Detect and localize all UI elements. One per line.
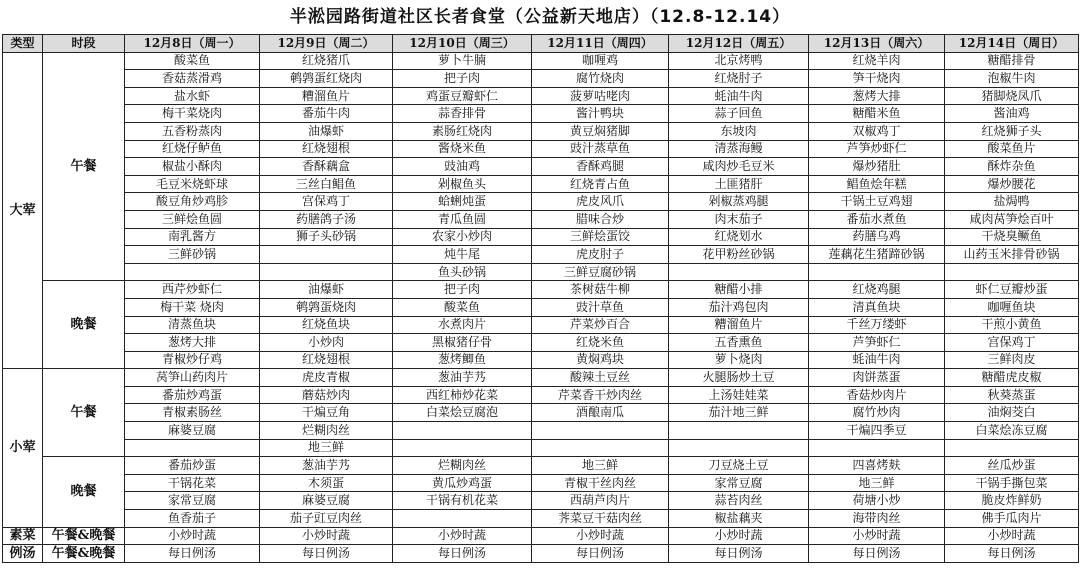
- dish-cell: 红烧翅根: [260, 351, 393, 369]
- dish-cell: 青椒素肠丝: [125, 404, 260, 422]
- dish-cell: [669, 439, 809, 457]
- dish-cell: 酱烧米鱼: [393, 140, 532, 158]
- dish-cell: 黄焖鸡块: [532, 351, 669, 369]
- dish-cell: 蚝油牛肉: [669, 87, 809, 105]
- dish-cell: 咸肉炒毛豆米: [669, 158, 809, 176]
- header-cell: 时段: [43, 35, 125, 53]
- dish-cell: 烂糊肉丝: [260, 422, 393, 440]
- dish-cell: 泡椒牛肉: [945, 70, 1079, 88]
- dish-cell: 海带肉丝: [809, 510, 945, 528]
- dish-cell: 剁椒鱼头: [393, 175, 532, 193]
- dish-cell: 糟溜鱼片: [260, 87, 393, 105]
- dish-cell: 山药玉米排骨砂锅: [945, 246, 1079, 264]
- dish-cell: 佛手瓜肉片: [945, 510, 1079, 528]
- table-row: [3, 228, 1079, 246]
- dish-cell: 红烧仔鲈鱼: [125, 140, 260, 158]
- period-cell: 晚餐: [43, 281, 125, 369]
- dish-cell: 虾仁豆瓣炒蛋: [945, 281, 1079, 299]
- category-cell: 大荤: [3, 52, 43, 369]
- dish-cell: 萝卜烧肉: [669, 351, 809, 369]
- table-row: [3, 316, 1079, 334]
- dish-cell: [260, 246, 393, 264]
- dish-cell: [393, 510, 532, 528]
- dish-cell: 红烧鱼块: [260, 316, 393, 334]
- dish-cell: 家常豆腐: [669, 474, 809, 492]
- dish-cell: [532, 439, 669, 457]
- table-row: [3, 210, 1079, 228]
- dish-cell: 蚝油牛肉: [809, 351, 945, 369]
- dish-cell: 白菜烩豆腐泡: [393, 404, 532, 422]
- dish-cell: 清真鱼块: [809, 298, 945, 316]
- period-cell: 午餐&晚餐: [43, 545, 125, 563]
- dish-cell: 鸡蛋豆瓣虾仁: [393, 87, 532, 105]
- dish-cell: 小炒时蔬: [532, 527, 669, 545]
- dish-cell: 小炒时蔬: [945, 527, 1079, 545]
- header-cell: 12月10日（周三）: [393, 35, 532, 53]
- dish-cell: 麻婆豆腐: [125, 422, 260, 440]
- dish-cell: 鹌鹑蛋红烧肉: [260, 70, 393, 88]
- table-row: [3, 87, 1079, 105]
- header-cell: 12月11日（周四）: [532, 35, 669, 53]
- dish-cell: 梅干菜 烧肉: [125, 298, 260, 316]
- table-row: [3, 334, 1079, 352]
- dish-cell: 火腿肠炒土豆: [669, 369, 809, 387]
- dish-cell: 清蒸海鳗: [669, 140, 809, 158]
- dish-cell: 小炒时蔬: [669, 527, 809, 545]
- dish-cell: 干锅手撕包菜: [945, 474, 1079, 492]
- dish-cell: 番茄炒蛋: [125, 457, 260, 475]
- table-row: [3, 70, 1079, 88]
- dish-cell: 小炒肉: [260, 334, 393, 352]
- dish-cell: 红烧翅根: [260, 140, 393, 158]
- dish-cell: 水煮肉片: [393, 316, 532, 334]
- table-row: [3, 193, 1079, 211]
- dish-cell: 麻婆豆腐: [260, 492, 393, 510]
- period-cell: 午餐: [43, 369, 125, 457]
- table-row: [3, 263, 1079, 281]
- dish-cell: 红烧肘子: [669, 70, 809, 88]
- dish-cell: 小炒时蔬: [125, 527, 260, 545]
- dish-cell: 毛豆米烧虾球: [125, 175, 260, 193]
- header-cell: 12月12日（周五）: [669, 35, 809, 53]
- dish-cell: 葱油芋艿: [393, 369, 532, 387]
- dish-cell: 菠萝咕咾肉: [532, 87, 669, 105]
- dish-cell: 油焖茭白: [945, 404, 1079, 422]
- dish-cell: 四喜烤麸: [809, 457, 945, 475]
- dish-cell: 每日例汤: [532, 545, 669, 563]
- dish-cell: 鹌鹑蛋烧肉: [260, 298, 393, 316]
- dish-cell: 小炒时蔬: [260, 527, 393, 545]
- period-cell: 晚餐: [43, 457, 125, 527]
- dish-cell: 芦笋炒虾仁: [809, 140, 945, 158]
- dish-cell: [393, 439, 532, 457]
- dish-cell: 红烧狮子头: [945, 122, 1079, 140]
- dish-cell: 酸菜鱼: [393, 298, 532, 316]
- dish-cell: 丝瓜炒蛋: [945, 457, 1079, 475]
- header-cell: 12月9日（周二）: [260, 35, 393, 53]
- dish-cell: 酱汁鸭块: [532, 105, 669, 123]
- dish-cell: [125, 439, 260, 457]
- dish-cell: 药膳乌鸡: [809, 228, 945, 246]
- dish-cell: 豉油鸡: [393, 158, 532, 176]
- dish-cell: 腐竹烧肉: [532, 70, 669, 88]
- table-row: [3, 105, 1079, 123]
- dish-cell: 黄豆焖猪脚: [532, 122, 669, 140]
- dish-cell: 芹菜香干炒肉丝: [532, 386, 669, 404]
- dish-cell: 油爆虾: [260, 281, 393, 299]
- dish-cell: 清蒸鱼块: [125, 316, 260, 334]
- dish-cell: 豉汁草鱼: [532, 298, 669, 316]
- dish-cell: 肉末茄子: [669, 210, 809, 228]
- dish-cell: 莲藕花生猪蹄砂锅: [809, 246, 945, 264]
- dish-cell: 药膳鸽子汤: [260, 210, 393, 228]
- dish-cell: 萝卜牛腩: [393, 52, 532, 70]
- dish-cell: 红烧猪爪: [260, 52, 393, 70]
- dish-cell: 蒜香排骨: [393, 105, 532, 123]
- dish-cell: 三鲜砂锅: [125, 246, 260, 264]
- dish-cell: 糖醋排骨: [945, 52, 1079, 70]
- category-cell: 例汤: [3, 545, 43, 563]
- menu-body: [3, 52, 1079, 562]
- table-row: [3, 281, 1079, 299]
- dish-cell: 爆炒腰花: [945, 175, 1079, 193]
- dish-cell: 秋葵蒸蛋: [945, 386, 1079, 404]
- dish-cell: 南乳酱方: [125, 228, 260, 246]
- dish-cell: 酸菜鱼: [125, 52, 260, 70]
- dish-cell: 每日例汤: [945, 545, 1079, 563]
- dish-cell: 咖喱鱼块: [945, 298, 1079, 316]
- dish-cell: 酒酿南瓜: [532, 404, 669, 422]
- dish-cell: 葱烤大排: [809, 87, 945, 105]
- dish-cell: 芦笋虾仁: [809, 334, 945, 352]
- table-row: [3, 474, 1079, 492]
- dish-cell: 北京烤鸭: [669, 52, 809, 70]
- dish-cell: 黄瓜炒鸡蛋: [393, 474, 532, 492]
- dish-cell: 五香粉蒸肉: [125, 122, 260, 140]
- dish-cell: 酱油鸡: [945, 105, 1079, 123]
- dish-cell: 白菜烩冻豆腐: [945, 422, 1079, 440]
- dish-cell: 油爆虾: [260, 122, 393, 140]
- weekly-menu-table: [2, 34, 1079, 563]
- dish-cell: 腊味合炒: [532, 210, 669, 228]
- dish-cell: 狮子头砂锅: [260, 228, 393, 246]
- dish-cell: 炖牛尾: [393, 246, 532, 264]
- dish-cell: 家常豆腐: [125, 492, 260, 510]
- dish-cell: 咸肉莴笋烩百叶: [945, 210, 1079, 228]
- dish-cell: 鱼头砂锅: [393, 263, 532, 281]
- dish-cell: 盐水虾: [125, 87, 260, 105]
- dish-cell: 红烧羊肉: [809, 52, 945, 70]
- period-cell: 午餐&晚餐: [43, 527, 125, 545]
- dish-cell: 香菇炒肉片: [809, 386, 945, 404]
- table-row: [3, 158, 1079, 176]
- dish-cell: 蒜子回鱼: [669, 105, 809, 123]
- dish-cell: 番茄炒鸡蛋: [125, 386, 260, 404]
- dish-cell: 地三鲜: [532, 457, 669, 475]
- dish-cell: 宫保鸡丁: [945, 334, 1079, 352]
- table-row: [3, 369, 1079, 387]
- table-row: [3, 246, 1079, 264]
- dish-cell: 双椒鸡丁: [809, 122, 945, 140]
- dish-cell: 笋干烧肉: [809, 70, 945, 88]
- dish-cell: 脆皮炸鲜奶: [945, 492, 1079, 510]
- category-cell: 小荤: [3, 369, 43, 527]
- table-row: [3, 545, 1079, 563]
- dish-cell: [260, 263, 393, 281]
- dish-cell: 把子肉: [393, 70, 532, 88]
- dish-cell: 葱烤大排: [125, 334, 260, 352]
- dish-cell: 蘑菇炒肉: [260, 386, 393, 404]
- dish-cell: [669, 263, 809, 281]
- dish-cell: [532, 422, 669, 440]
- dish-cell: 红烧鸡腿: [809, 281, 945, 299]
- dish-cell: 茶树菇牛柳: [532, 281, 669, 299]
- dish-cell: 糖醋小排: [669, 281, 809, 299]
- dish-cell: 虎皮青椒: [260, 369, 393, 387]
- dish-cell: 茄子豇豆肉丝: [260, 510, 393, 528]
- dish-cell: 木须蛋: [260, 474, 393, 492]
- dish-cell: 地三鲜: [260, 439, 393, 457]
- dish-cell: 烂糊肉丝: [393, 457, 532, 475]
- period-cell: 午餐: [43, 52, 125, 281]
- dish-cell: 黑椒猪仔骨: [393, 334, 532, 352]
- dish-cell: 青椒干丝肉丝: [532, 474, 669, 492]
- table-row: [3, 140, 1079, 158]
- dish-cell: 荠菜豆干菇肉丝: [532, 510, 669, 528]
- dish-cell: 每日例汤: [260, 545, 393, 563]
- dish-cell: 剁椒蒸鸡腿: [669, 193, 809, 211]
- table-row: [3, 175, 1079, 193]
- dish-cell: 西芹炒虾仁: [125, 281, 260, 299]
- dish-cell: 每日例汤: [393, 545, 532, 563]
- header-cell: 12月13日（周六）: [809, 35, 945, 53]
- table-row: [3, 439, 1079, 457]
- dish-cell: 三鲜烩蛋饺: [532, 228, 669, 246]
- header-cell: 12月8日（周一）: [125, 35, 260, 53]
- category-cell: 素菜: [3, 527, 43, 545]
- dish-cell: 红烧青占鱼: [532, 175, 669, 193]
- dish-cell: 豉汁蒸草鱼: [532, 140, 669, 158]
- table-row: [3, 457, 1079, 475]
- dish-cell: 腐竹炒肉: [809, 404, 945, 422]
- dish-cell: 干煸四季豆: [809, 422, 945, 440]
- dish-cell: 三丝白鲳鱼: [260, 175, 393, 193]
- dish-cell: 酸辣土豆丝: [532, 369, 669, 387]
- dish-cell: 红烧米鱼: [532, 334, 669, 352]
- dish-cell: 香酥鸡腿: [532, 158, 669, 176]
- dish-cell: 土匪猪肝: [669, 175, 809, 193]
- dish-cell: 酸菜鱼片: [945, 140, 1079, 158]
- dish-cell: 蒜苔肉丝: [669, 492, 809, 510]
- dish-cell: 西葫芦肉片: [532, 492, 669, 510]
- table-row: [3, 492, 1079, 510]
- dish-cell: [809, 439, 945, 457]
- dish-cell: 上汤娃娃菜: [669, 386, 809, 404]
- dish-cell: 芹菜炒百合: [532, 316, 669, 334]
- dish-cell: 肉饼蒸蛋: [809, 369, 945, 387]
- dish-cell: 茄汁鸡包肉: [669, 298, 809, 316]
- dish-cell: 宫保鸡丁: [260, 193, 393, 211]
- dish-cell: 青瓜鱼圆: [393, 210, 532, 228]
- dish-cell: 虎皮肘子: [532, 246, 669, 264]
- dish-cell: 红烧划水: [669, 228, 809, 246]
- dish-cell: 香酥藕盒: [260, 158, 393, 176]
- dish-cell: 小炒时蔬: [393, 527, 532, 545]
- dish-cell: 鲳鱼烩年糕: [809, 175, 945, 193]
- dish-cell: 糖醋虎皮椒: [945, 369, 1079, 387]
- dish-cell: 花甲粉丝砂锅: [669, 246, 809, 264]
- dish-cell: [393, 422, 532, 440]
- dish-cell: [945, 263, 1079, 281]
- dish-cell: 干锅花菜: [125, 474, 260, 492]
- dish-cell: 东坡肉: [669, 122, 809, 140]
- dish-cell: 干锅有机花菜: [393, 492, 532, 510]
- dish-cell: 小炒时蔬: [809, 527, 945, 545]
- dish-cell: 茄汁地三鲜: [669, 404, 809, 422]
- dish-cell: 番茄水煮鱼: [809, 210, 945, 228]
- header-row: [3, 35, 1079, 53]
- table-row: [3, 510, 1079, 528]
- dish-cell: 把子肉: [393, 281, 532, 299]
- dish-cell: 糟溜鱼片: [669, 316, 809, 334]
- table-row: [3, 386, 1079, 404]
- dish-cell: 爆炒猪肚: [809, 158, 945, 176]
- header-cell: 12月14日（周日）: [945, 35, 1079, 53]
- dish-cell: 干烧臭鳜鱼: [945, 228, 1079, 246]
- dish-cell: 每日例汤: [125, 545, 260, 563]
- dish-cell: 青椒炒仔鸡: [125, 351, 260, 369]
- dish-cell: [809, 263, 945, 281]
- dish-cell: 虎皮风爪: [532, 193, 669, 211]
- dish-cell: 椒盐小酥肉: [125, 158, 260, 176]
- dish-cell: 盐焗鸭: [945, 193, 1079, 211]
- dish-cell: 蛤蜊炖蛋: [393, 193, 532, 211]
- dish-cell: 葱烤鲫鱼: [393, 351, 532, 369]
- dish-cell: 猪脚烧凤爪: [945, 87, 1079, 105]
- dish-cell: 葱油芋艿: [260, 457, 393, 475]
- dish-cell: [669, 422, 809, 440]
- dish-cell: 梅干菜烧肉: [125, 105, 260, 123]
- dish-cell: 干煎小黄鱼: [945, 316, 1079, 334]
- dish-cell: 三鲜豆腐砂锅: [532, 263, 669, 281]
- table-row: [3, 122, 1079, 140]
- table-row: [3, 298, 1079, 316]
- table-row: [3, 351, 1079, 369]
- dish-cell: 地三鲜: [809, 474, 945, 492]
- dish-cell: 五香熏鱼: [669, 334, 809, 352]
- table-row: [3, 52, 1079, 70]
- dish-cell: 糖醋米鱼: [809, 105, 945, 123]
- dish-cell: 西红柿炒花菜: [393, 386, 532, 404]
- table-row: [3, 404, 1079, 422]
- dish-cell: 三鲜烩鱼圆: [125, 210, 260, 228]
- dish-cell: 咖喱鸡: [532, 52, 669, 70]
- dish-cell: 香菇蒸滑鸡: [125, 70, 260, 88]
- dish-cell: [945, 439, 1079, 457]
- dish-cell: 椒盐藕夹: [669, 510, 809, 528]
- dish-cell: 荷塘小炒: [809, 492, 945, 510]
- page-title: 半淞园路街道社区长者食堂（公益新天地店）（12.8-12.14）: [289, 7, 791, 27]
- dish-cell: 莴笋山药肉片: [125, 369, 260, 387]
- dish-cell: [125, 263, 260, 281]
- dish-cell: 千丝万缕虾: [809, 316, 945, 334]
- dish-cell: 干煸豆角: [260, 404, 393, 422]
- dish-cell: 干锅土豆鸡翅: [809, 193, 945, 211]
- dish-cell: 每日例汤: [669, 545, 809, 563]
- dish-cell: 素肠红烧肉: [393, 122, 532, 140]
- table-row: [3, 422, 1079, 440]
- dish-cell: 刀豆烧土豆: [669, 457, 809, 475]
- dish-cell: 酸豆角炒鸡胗: [125, 193, 260, 211]
- dish-cell: 酥炸杂鱼: [945, 158, 1079, 176]
- header-cell: 类型: [3, 35, 43, 53]
- table-row: [3, 527, 1079, 545]
- dish-cell: 每日例汤: [809, 545, 945, 563]
- dish-cell: 鱼香茄子: [125, 510, 260, 528]
- dish-cell: 农家小炒肉: [393, 228, 532, 246]
- dish-cell: 三鲜肉皮: [945, 351, 1079, 369]
- dish-cell: 番茄牛肉: [260, 105, 393, 123]
